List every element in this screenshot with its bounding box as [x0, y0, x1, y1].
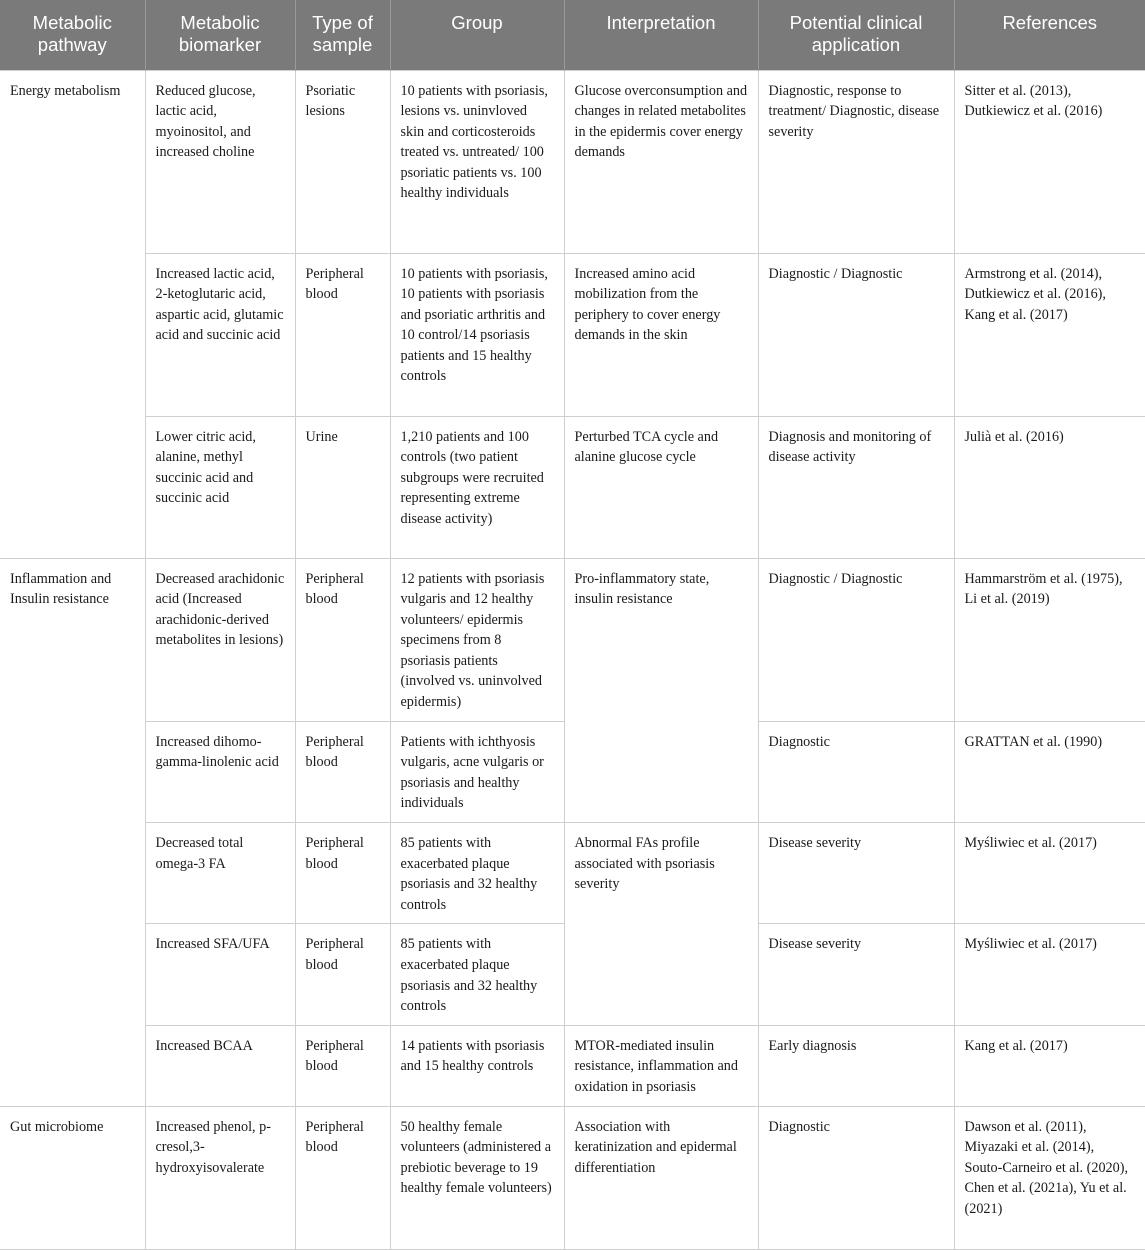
sample-cell: Peripheral blood	[295, 924, 390, 1025]
biomarker-cell: Increased lactic acid, 2-ketoglutaric acid, aspartic acid, glutamic acid and succinic acid	[145, 253, 295, 416]
references-cell: Hammarström et al. (1975), Li et al. (2019)	[954, 558, 1145, 721]
sample-cell: Peripheral blood	[295, 558, 390, 721]
group-cell: 85 patients with exacerbated plaque psoriasis and 32 healthy controls	[390, 924, 564, 1025]
biomarker-cell: Increased dihomo-gamma-linolenic acid	[145, 721, 295, 822]
group-cell: 12 patients with psoriasis vulgaris and 12 healthy volunteers/ epidermis specimens from 8 psoriasis patients (involved vs. uninvolved epidermis)	[390, 558, 564, 721]
table-row	[0, 253, 1145, 416]
application-cell: Disease severity	[758, 924, 954, 1025]
interpretation-cell: Association with keratinization and epidermal differentiation	[564, 1106, 758, 1249]
header-clinical-application: Potential clinical application	[758, 0, 954, 70]
table-row	[0, 70, 1145, 253]
biomarker-cell: Increased phenol, p-cresol,3-hydroxyisovalerate	[145, 1106, 295, 1249]
application-cell: Diagnostic	[758, 721, 954, 822]
pathway-cell: Energy metabolism	[0, 70, 145, 558]
application-cell: Diagnosis and monitoring of disease activity	[758, 416, 954, 558]
references-cell: Julià et al. (2016)	[954, 416, 1145, 558]
header-row	[0, 0, 1145, 70]
biomarker-cell: Increased BCAA	[145, 1025, 295, 1106]
interpretation-cell: Glucose overconsumption and changes in related metabolites in the epidermis cover energy demands	[564, 70, 758, 253]
sample-cell: Urine	[295, 416, 390, 558]
interpretation-cell: Pro-inflammatory state, insulin resistance	[564, 558, 758, 823]
biomarker-cell: Decreased arachidonic acid (Increased arachidonic-derived metabolites in lesions)	[145, 558, 295, 721]
header-type-of-sample: Type of sample	[295, 0, 390, 70]
sample-cell: Peripheral blood	[295, 1106, 390, 1249]
table-row	[0, 416, 1145, 558]
group-cell: 14 patients with psoriasis and 15 healthy controls	[390, 1025, 564, 1106]
group-cell: Patients with ichthyosis vulgaris, acne vulgaris or psoriasis and healthy individuals	[390, 721, 564, 822]
interpretation-cell: Perturbed TCA cycle and alanine glucose cycle	[564, 416, 758, 558]
group-cell: 85 patients with exacerbated plaque psoriasis and 32 healthy controls	[390, 823, 564, 924]
biomarker-cell: Reduced glucose, lactic acid, myoinositol, and increased choline	[145, 70, 295, 253]
pathway-cell: Inflammation and Insulin resistance	[0, 558, 145, 1106]
references-cell: Sitter et al. (2013), Dutkiewicz et al. (2016)	[954, 70, 1145, 253]
header-metabolic-pathway: Metabolic pathway	[0, 0, 145, 70]
interpretation-cell: MTOR-mediated insulin resistance, inflammation and oxidation in psoriasis	[564, 1025, 758, 1106]
biomarker-cell: Decreased total omega-3 FA	[145, 823, 295, 924]
references-cell: Myśliwiec et al. (2017)	[954, 823, 1145, 924]
application-cell: Diagnostic	[758, 1106, 954, 1249]
application-cell: Diagnostic / Diagnostic	[758, 558, 954, 721]
table-row	[0, 558, 1145, 721]
header-interpretation: Interpretation	[564, 0, 758, 70]
application-cell: Disease severity	[758, 823, 954, 924]
header-metabolic-biomarker: Metabolic biomarker	[145, 0, 295, 70]
group-cell: 10 patients with psoriasis, lesions vs. uninvloved skin and corticosteroids treated vs. untreated/ 100 psoriatic patients vs. 100 healthy individuals	[390, 70, 564, 253]
biomarker-cell: Increased SFA/UFA	[145, 924, 295, 1025]
group-cell: 50 healthy female volunteers (administered a prebiotic beverage to 19 healthy female volunteers)	[390, 1106, 564, 1249]
pathway-cell: Gut microbiome	[0, 1106, 145, 1249]
header-references: References	[954, 0, 1145, 70]
table-row	[0, 823, 1145, 924]
references-cell: Kang et al. (2017)	[954, 1025, 1145, 1106]
references-cell: Armstrong et al. (2014), Dutkiewicz et al. (2016), Kang et al. (2017)	[954, 253, 1145, 416]
application-cell: Early diagnosis	[758, 1025, 954, 1106]
sample-cell: Peripheral blood	[295, 253, 390, 416]
header-group: Group	[390, 0, 564, 70]
group-cell: 10 patients with psoriasis, 10 patients with psoriasis and psoriatic arthritis and 10 control/14 psoriasis patients and 15 healthy controls	[390, 253, 564, 416]
sample-cell: Peripheral blood	[295, 721, 390, 822]
references-cell: Myśliwiec et al. (2017)	[954, 924, 1145, 1025]
references-cell: GRATTAN et al. (1990)	[954, 721, 1145, 822]
interpretation-cell: Abnormal FAs profile associated with psoriasis severity	[564, 823, 758, 1026]
group-cell: 1,210 patients and 100 controls (two patient subgroups were recruited representing extreme disease activity)	[390, 416, 564, 558]
table-row	[0, 1025, 1145, 1106]
sample-cell: Peripheral blood	[295, 823, 390, 924]
application-cell: Diagnostic, response to treatment/ Diagnostic, disease severity	[758, 70, 954, 253]
biomarker-cell: Lower citric acid, alanine, methyl succinic acid and succinic acid	[145, 416, 295, 558]
application-cell: Diagnostic / Diagnostic	[758, 253, 954, 416]
table-row	[0, 1106, 1145, 1249]
sample-cell: Psoriatic lesions	[295, 70, 390, 253]
sample-cell: Peripheral blood	[295, 1025, 390, 1106]
references-cell: Dawson et al. (2011), Miyazaki et al. (2014), Souto-Carneiro et al. (2020), Chen et al. (2021a), Yu et al. (2021)	[954, 1106, 1145, 1249]
interpretation-cell: Increased amino acid mobilization from the periphery to cover energy demands in the skin	[564, 253, 758, 416]
